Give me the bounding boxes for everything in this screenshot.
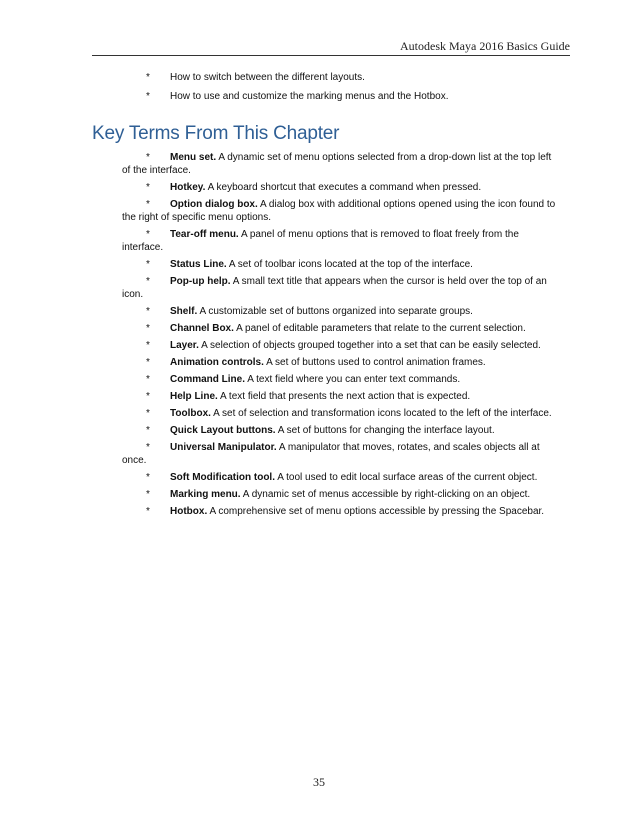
intro-bullet-item [122, 90, 572, 103]
running-header [92, 38, 570, 56]
term-name: Option dialog box. [170, 199, 258, 210]
term-definition: A set of selection and transformation icons located to the left of the interface. [210, 408, 552, 419]
bullet-marker: * [146, 72, 150, 83]
term-definition: A set of toolbar icons located at the top of the interface. [226, 259, 473, 270]
term-name: Soft Modification tool. [170, 472, 275, 483]
term-name: Marking menu. [170, 489, 241, 500]
term-name: Universal Manipulator. [170, 442, 277, 453]
term-item [122, 356, 562, 369]
term-name: Quick Layout buttons. [170, 425, 276, 436]
key-terms-list [122, 151, 562, 522]
term-definition: A set of buttons for changing the interface layout. [275, 425, 495, 436]
term-name: Pop-up help. [170, 276, 231, 287]
term-definition: A text field that presents the next action that is expected. [217, 391, 471, 402]
bullet-marker: * [146, 442, 150, 453]
term-name: Shelf. [170, 306, 198, 317]
term-item [122, 275, 562, 301]
term-item [122, 228, 562, 254]
bullet-marker: * [146, 229, 150, 240]
term-definition: A dialog box with additional options opened using the icon found to the right of specific menu options. [122, 199, 556, 223]
term-definition: A tool used to edit local surface areas of the current object. [274, 472, 538, 483]
bullet-marker: * [146, 91, 150, 102]
term-definition: A keyboard shortcut that executes a command when pressed. [205, 182, 482, 193]
bullet-marker: * [146, 506, 150, 517]
term-definition: A comprehensive set of menu options accessible by pressing the Spacebar. [207, 506, 545, 517]
term-item [122, 424, 562, 437]
term-name: Layer. [170, 340, 199, 351]
term-definition: A selection of objects grouped together into a set that can be easily selected. [198, 340, 541, 351]
bullet-marker: * [146, 374, 150, 385]
term-name: Toolbox. [170, 408, 211, 419]
bullet-marker: * [146, 199, 150, 210]
section-heading: Key Terms From This Chapter [92, 123, 340, 144]
bullet-marker: * [146, 152, 150, 163]
term-definition: A dynamic set of menu options selected from a drop-down list at the top left of the interface. [122, 152, 552, 176]
intro-bullet-list [122, 71, 572, 109]
bullet-marker: * [146, 306, 150, 317]
term-definition: A customizable set of buttons organized into separate groups. [197, 306, 473, 317]
bullet-marker: * [146, 340, 150, 351]
term-definition: A small text title that appears when the cursor is held over the top of an icon. [122, 276, 547, 300]
term-name: Animation controls. [170, 357, 264, 368]
bullet-marker: * [146, 489, 150, 500]
term-name: Hotkey. [170, 182, 206, 193]
page-number: 35 [313, 775, 325, 789]
term-item [122, 151, 562, 177]
term-name: Help Line. [170, 391, 218, 402]
term-item [122, 441, 562, 467]
bullet-marker: * [146, 323, 150, 334]
term-item [122, 305, 562, 318]
term-item [122, 198, 562, 224]
term-name: Menu set. [170, 152, 217, 163]
bullet-marker: * [146, 182, 150, 193]
term-name: Hotbox. [170, 506, 208, 517]
bullet-marker: * [146, 472, 150, 483]
term-name: Command Line. [170, 374, 246, 385]
term-item [122, 181, 562, 194]
bullet-marker: * [146, 391, 150, 402]
term-definition: A set of buttons used to control animation frames. [263, 357, 486, 368]
term-item [122, 390, 562, 403]
term-item [122, 471, 562, 484]
term-name: Status Line. [170, 259, 227, 270]
bullet-marker: * [146, 425, 150, 436]
bullet-marker: * [146, 276, 150, 287]
term-item [122, 505, 562, 518]
term-definition: A panel of menu options that is removed to float freely from the interface. [122, 229, 519, 253]
term-definition: A text field where you can enter text commands. [245, 374, 461, 385]
term-item [122, 488, 562, 501]
term-name: Channel Box. [170, 323, 234, 334]
bullet-marker: * [146, 408, 150, 419]
term-definition: A panel of editable parameters that relate to the current selection. [233, 323, 526, 334]
term-item [122, 339, 562, 352]
term-item [122, 373, 562, 386]
term-definition: A dynamic set of menus accessible by right-clicking on an object. [240, 489, 531, 500]
bullet-text: How to switch between the different layouts. [170, 72, 365, 83]
term-definition: A manipulator that moves, rotates, and scales objects all at once. [122, 442, 540, 466]
bullet-marker: * [146, 259, 150, 270]
term-item [122, 258, 562, 271]
term-item [122, 407, 562, 420]
intro-bullet-item [122, 71, 572, 84]
term-item [122, 322, 562, 335]
bullet-marker: * [146, 357, 150, 368]
bullet-text: How to use and customize the marking menus and the Hotbox. [170, 91, 449, 102]
running-header-title: Autodesk Maya 2016 Basics Guide [400, 39, 570, 53]
term-name: Tear-off menu. [170, 229, 239, 240]
